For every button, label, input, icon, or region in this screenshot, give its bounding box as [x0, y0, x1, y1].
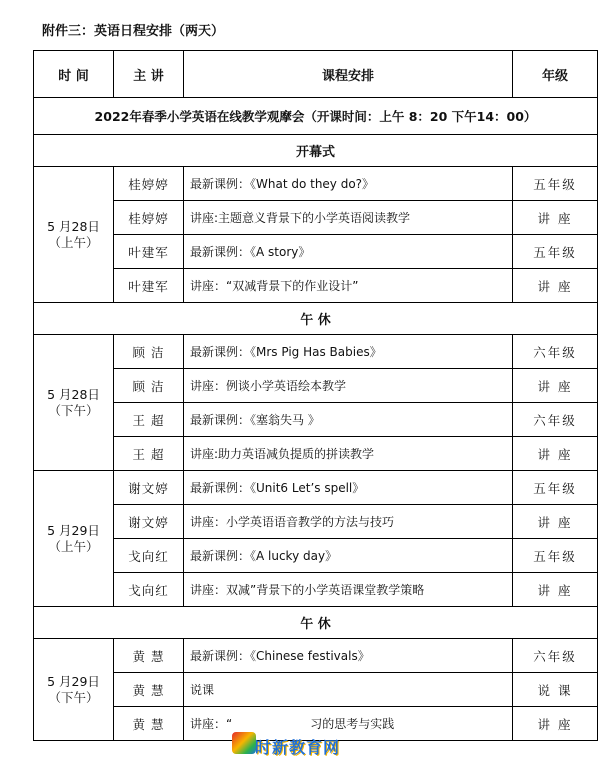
time-period: （下午）	[48, 689, 99, 705]
grade-cell: 五年级	[513, 539, 598, 573]
header-grade: 年级	[513, 51, 598, 98]
table-row	[34, 369, 598, 403]
time-period: （下午）	[48, 402, 99, 418]
speaker-cell: 谢文婷	[114, 471, 184, 505]
table-row	[34, 437, 598, 471]
table-row	[34, 639, 598, 673]
table-row	[34, 573, 598, 607]
time-cell	[34, 167, 114, 303]
time-date: 5 月28日	[47, 386, 100, 402]
time-cell	[34, 639, 114, 741]
course-cell: 讲座:主题意义背景下的小学英语阅读教学	[184, 201, 513, 235]
lunch-break: 午 休	[34, 607, 598, 639]
header-time: 时 间	[34, 51, 114, 98]
table-row	[34, 673, 598, 707]
grade-cell: 讲 座	[513, 269, 598, 303]
speaker-cell: 顾 洁	[114, 369, 184, 403]
course-cell: 最新课例：《Mrs Pig Has Babies》	[184, 335, 513, 369]
course-cell: 讲座：例谈小学英语绘本教学	[184, 369, 513, 403]
time-period: （上午）	[48, 234, 99, 250]
course-cell: 最新课例：《A story》	[184, 235, 513, 269]
banner-row	[34, 98, 598, 135]
time-period: （上午）	[48, 538, 99, 554]
table-row	[34, 505, 598, 539]
speaker-cell: 戈向红	[114, 573, 184, 607]
speaker-cell: 谢文婷	[114, 505, 184, 539]
table-row	[34, 539, 598, 573]
course-cell: 说课	[184, 673, 513, 707]
table-row	[34, 201, 598, 235]
speaker-cell: 顾 洁	[114, 335, 184, 369]
grade-cell: 六年级	[513, 335, 598, 369]
table-row	[34, 335, 598, 369]
speaker-cell: 叶建军	[114, 269, 184, 303]
course-cell: 讲座:助力英语减负提质的拼读教学	[184, 437, 513, 471]
grade-cell: 六年级	[513, 403, 598, 437]
lunch-break: 午 休	[34, 303, 598, 335]
table-row	[34, 167, 598, 201]
course-cell: 最新课例：《A lucky day》	[184, 539, 513, 573]
course-text: 讲座：“	[190, 717, 233, 731]
course-cell: 最新课例：《Unit6 Let’s spell》	[184, 471, 513, 505]
schedule-table	[33, 50, 598, 741]
lunch-break-row	[34, 303, 598, 335]
course-cell: 讲座：“双减背景下的作业设计”	[184, 269, 513, 303]
speaker-cell: 桂婷婷	[114, 167, 184, 201]
grade-cell: 讲 座	[513, 437, 598, 471]
course-cell: 最新课例：《塞翁失马 》	[184, 403, 513, 437]
watermark-text: 时新教育网	[255, 738, 341, 757]
opening-row	[34, 135, 598, 167]
speaker-cell: 王 超	[114, 403, 184, 437]
table-row	[34, 235, 598, 269]
time-date: 5 月29日	[47, 673, 100, 689]
table-row	[34, 471, 598, 505]
document-heading: 附件三：英语日程安排（两天）	[42, 24, 225, 39]
header-row	[34, 51, 598, 98]
grade-cell: 六年级	[513, 639, 598, 673]
speaker-cell: 王 超	[114, 437, 184, 471]
grade-cell: 说 课	[513, 673, 598, 707]
course-cell: 最新课例：《What do they do?》	[184, 167, 513, 201]
header-course: 课程安排	[184, 51, 513, 98]
course-cell: 讲座：小学英语语音教学的方法与技巧	[184, 505, 513, 539]
grade-cell: 讲 座	[513, 201, 598, 235]
grade-cell: 讲 座	[513, 505, 598, 539]
time-cell	[34, 335, 114, 471]
event-banner: 2022年春季小学英语在线教学观摩会（开课时间：上午 8：20 下午14：00）	[34, 98, 598, 135]
speaker-cell: 戈向红	[114, 539, 184, 573]
course-text-tail: 习的思考与实践	[310, 717, 395, 731]
speaker-cell: 黄 慧	[114, 639, 184, 673]
table-row	[34, 403, 598, 437]
grade-cell: 讲 座	[513, 573, 598, 607]
time-date: 5 月29日	[47, 522, 100, 538]
grade-cell: 五年级	[513, 471, 598, 505]
speaker-cell: 黄 慧	[114, 673, 184, 707]
table-row	[34, 269, 598, 303]
grade-cell: 讲 座	[513, 707, 598, 741]
opening-ceremony: 开幕式	[34, 135, 598, 167]
grade-cell: 五年级	[513, 167, 598, 201]
lunch-break-row	[34, 607, 598, 639]
course-cell: 讲座：双减”背景下的小学英语课堂教学策略	[184, 573, 513, 607]
grade-cell: 讲 座	[513, 369, 598, 403]
grade-cell: 五年级	[513, 235, 598, 269]
speaker-cell: 黄 慧	[114, 707, 184, 741]
course-cell: 最新课例：《Chinese festivals》	[184, 639, 513, 673]
header-speaker: 主 讲	[114, 51, 184, 98]
speaker-cell: 桂婷婷	[114, 201, 184, 235]
time-date: 5 月28日	[47, 218, 100, 234]
time-cell	[34, 471, 114, 607]
watermark-logo-icon	[232, 732, 256, 754]
speaker-cell: 叶建军	[114, 235, 184, 269]
